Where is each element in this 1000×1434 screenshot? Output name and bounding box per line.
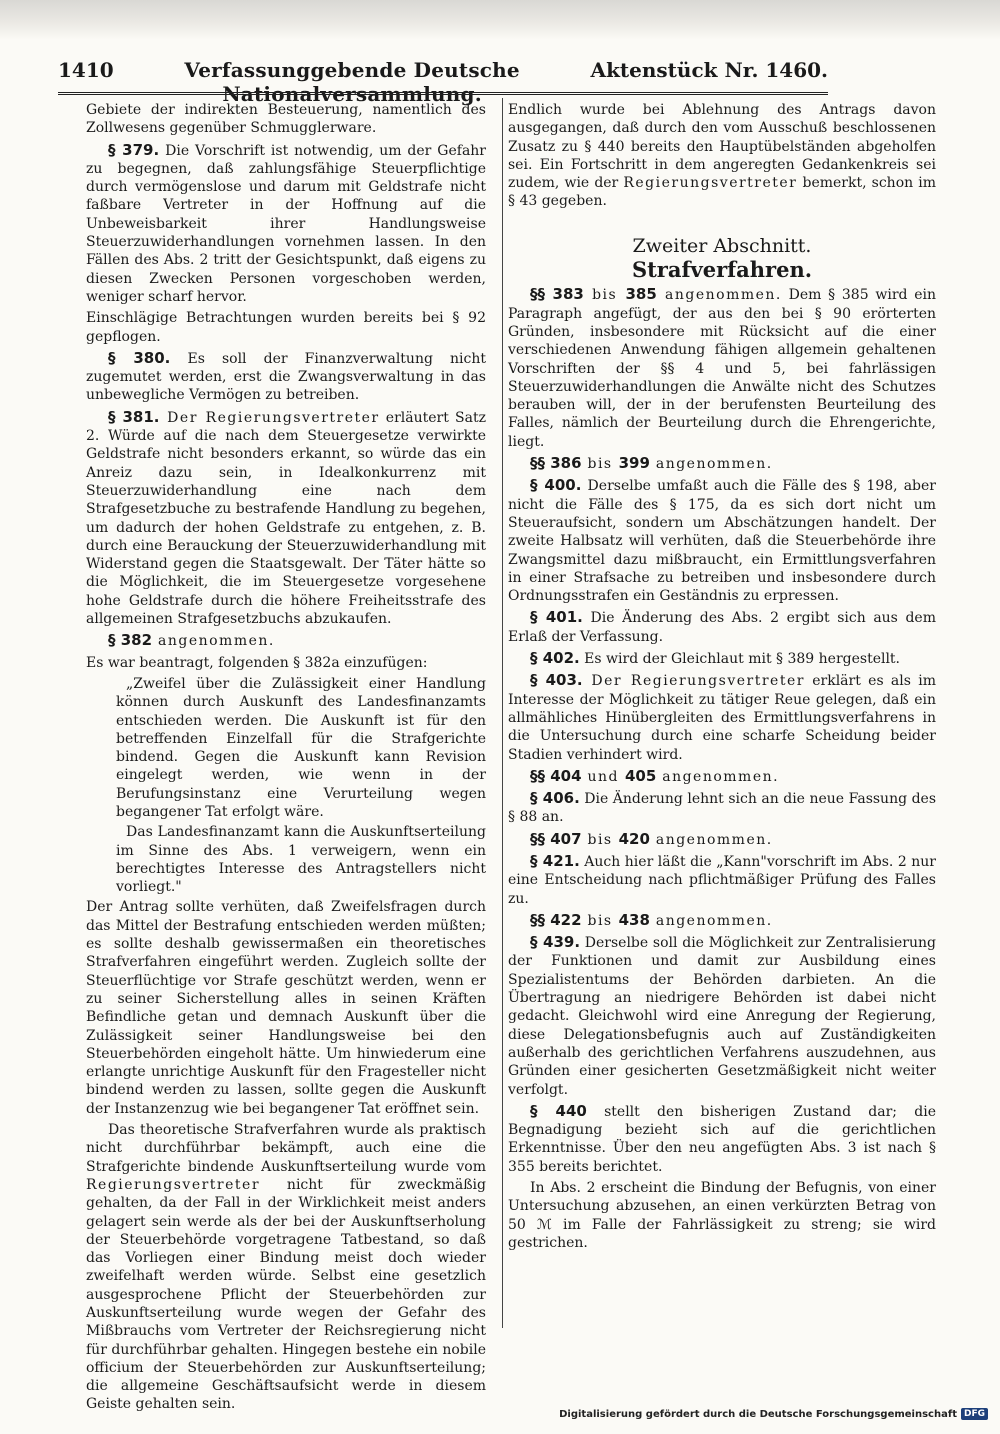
section-number: § 380. [108,348,171,367]
paragraph-section [508,454,936,473]
section-number: §§ 386 [530,454,582,473]
paragraph-section [86,408,486,629]
left-column [86,101,486,1417]
page-number: 1410 [58,58,114,82]
paragraph-section [508,789,936,827]
paragraph-section [508,830,936,849]
body-text: Es war beantragt, folgenden § 382a einzufügen: [86,654,428,671]
paragraph-section [508,933,936,1099]
spaced-text: bis [581,456,619,473]
paragraph [86,654,486,672]
paragraph-section [86,349,486,405]
document-reference: Aktenstück Nr. 1460. [590,58,828,82]
body-text: erläutert Satz 2. Würde auf die nach dem Steuergesetze verwirkte Geldstrafe nicht besonders erkannt, so würde das ein Anreiz dazu sein, in Idealkonkurrenz mit Steuerzuwiderhandlung eine nach dem Strafgesetzbuche zu bestrafende Handlung zu begehen, um dadurch der hohen Geldstrafe zu entgehen, z. B. durch eine Berauckung der Steuerzuwiderhandlung mit Widerstand gegen die Staatsgewalt. Der Täter hätte so die Möglichkeit, die im Steuergesetze vorgesehene hohe Geldstrafe durch die höhere Freiheitsstrafe des allgemeinen Strafgesetzbuchs abzukaufen. [86,409,486,628]
spaced-text: Der Regierungsvertreter [159,409,380,426]
quoted-paragraph [116,823,486,896]
section-number: § 381. [108,407,160,426]
section-number: § 440 [530,1101,587,1120]
paragraph-section [508,285,936,451]
body-text: Der Antrag sollte verhüten, daß Zweifelsfragen durch das Mittel der Bestrafung entschieden werden müßten; es sollte deshalb gewissermaßen ein theoretisches Strafverfahren eingeführt werden. Zugleich sollte der Steuerflüchtige vor Strafe geschützt werden, wenn er zu seiner Sicherstellung alles in seinen Kräften Befindliche getan und demnach Auskunft über die Zulässigkeit seiner Handlungsweise bei den Steuerbehörden eingeholt hätte. Um hinwiederum eine erlangte unrichtige Auskunft für den Fragesteller nicht bindend werden zu lassen, sollte gegen die Auskunft der Instanzenzug wie bei begangener Tat eröffnet sein. [86,899,486,1117]
spaced-text: angenommen. [656,768,780,785]
body-text: stellt den bisherigen Zustand dar; die Begnadigung bezieht sich auf die gerichtlichen Erkenntnisse. Über den neu angefügten Abs. 3 ist nach § 355 bereits berichtet. [508,1103,936,1175]
quoted-paragraph [116,675,486,821]
spaced-text: bis [581,831,619,848]
body-text: Das theoretische Strafverfahren wurde als praktisch nicht durchführbar bekämpft, auch eine die Strafgerichte bindende Auskunftserteilung wurde vom [86,1122,486,1175]
body-text: Derselbe soll die Möglichkeit zur Zentralisierung der Funktionen und damit zur Ausbildung eines Spezialistentums der Behörden darbieten. An die Übertragung an niedrigere Behörden ist dabei nicht gedacht. Gleichwohl wird eine Anregung der Regierung, diese Delegationsbefugnis auch auf Zuständigkeiten außerhalb des gerichtlichen Verfahrens auszudehnen, aus Gründen einer gesicherten Gesetzmäßigkeit nicht weiter verfolgt. [508,935,936,1098]
spaced-text: angenommen. [649,912,773,929]
section-number: § 401. [530,608,583,627]
section-number: § 402. [530,649,580,668]
spaced-text: angenommen. [649,831,773,848]
body-text: „Zweifel über die Zulässigkeit einer Handlung können durch Auskunft des Landesfinanzamts entschieden werden. Die Auskunft ist für den betreffenden Einzelfall für die Strafgerichte bindend. Gegen die Auskunft kann Revision eingelegt werden, wie wenn in der Berufungsinstanz eine Verurteilung wegen begangener Tat erfolgt wäre. [116,675,486,820]
section-number: § 421. [530,851,580,870]
spaced-text: Regierungsvertreter [86,1176,261,1193]
body-text: Auch hier läßt die „Kann"vorschrift im Abs. 2 nur eine Entscheidung nach pflichtmäßiger Prüfung des Falles zu. [508,853,936,907]
section-number: 405 [624,766,657,785]
section-number: §§ 422 [530,910,582,929]
paragraph-section [86,141,486,307]
paragraph [86,1121,486,1414]
spaced-text: Der Regierungsvertreter [582,673,805,690]
spaced-text: bis [581,912,619,929]
paragraph-section [508,649,936,668]
paragraph [86,101,486,138]
page-footer [559,1408,988,1420]
body-text: Die Vorschrift ist notwendig, um der Gefahr zu begegnen, daß zahlungsfähige Steuerpflichtige durch vermögenslose und darum mit Geldstrafe nicht faßbare Vertreter in der Hoffnung auf die Unbeweisbarkeit ihrer Handlungsweise Steuerzuwiderhandlungen vornehmen lassen. In den Fällen des Abs. 2 tritt der Gesichtspunkt, daß eigens zu diesen Zwecken Personen vorgeschoben werden, weniger scharf hervor. [86,142,486,305]
body-text: Das Landesfinanzamt kann die Auskunftserteilung im Sinne des Abs. 1 verweigern, wenn ein berechtigtes Interesse des Antragstellers nicht vorliegt." [116,824,486,896]
section-number: 399 [618,454,650,473]
dfg-logo: DFG [961,1408,988,1420]
paragraph-section [508,767,936,786]
right-column [508,101,936,1255]
section-number: §§ 404 [530,766,582,785]
paragraph-section [508,671,936,763]
spaced-text: bis [583,287,626,304]
spaced-text: angenommen. [649,456,773,473]
section-number: § 382 [108,631,153,650]
spaced-text: und [581,768,625,785]
section-number: 438 [618,910,650,929]
section-number: 420 [618,829,650,848]
body-text: Endlich wurde bei Ablehnung des Antrags davon ausgegangen, daß durch den vom Ausschuß beschlossenen Zusatz zu § 440 bereits den Hauptübelständen abgeholfen sei. Ein Fortschritt in dem angeregten Gedankenkreis sei zudem, wie der [508,102,936,192]
body-text: bemerkt, schon im § 43 gegeben. [508,175,936,210]
header-rule [58,92,828,95]
publication-title: Verfassunggebende Deutsche Nationalversammlung. [184,58,520,106]
paragraph [508,1179,936,1252]
section-title: Zweiter Abschnitt. [632,234,812,257]
section-number: § 406. [530,789,580,808]
section-number: §§ 407 [530,829,582,848]
body-text: Die Änderung des Abs. 2 ergibt sich aus dem Erlaß der Verfassung. [508,610,936,645]
paragraph-section [508,476,936,605]
section-number: 385 [625,285,657,304]
paragraph-section [86,631,486,650]
body-text: nicht für zweckmäßig gehalten, da der Fall in der Wirklichkeit meist anders gelagert sein werde als der bei der Auskunftserholung der Steuerbehörde vorgetragene Tatbestand, so daß das Vorliegen einer Bindung meist doch wieder zweifelhaft werden würde. Selbst eine gesetzlich ausgesprochene Pflicht der Steuerbehörden zur Auskunftserteilung wurde wegen der Gefahr des Mißbrauchs vom Vertreter der Reichsregierung nicht für durchführbar gehalten. Hingegen bestehe ein nobile officium der Steuerbehörden zur Auskunftserteilung; die allgemeine Geschäftsaufsicht werde in diesem Geiste gehalten sein. [86,1176,486,1413]
section-subtitle: Strafverfahren. [631,257,813,283]
paragraph-section [508,608,936,646]
section-number: § 439. [530,933,581,952]
body-text: In Abs. 2 erscheint die Bindung der Befugnis, von einer Untersuchung abzusehen, an einen verkürzten Betrag von 50 ℳ im Falle der Fahrlässigkeit zu streng; sie wird gestrichen. [508,1180,936,1251]
section-number: §§ 383 [530,285,584,304]
right-column-intro [508,101,936,211]
body-text: Derselbe umfaßt auch die Fälle des § 198, aber nicht die Fälle des § 175, da es sich dort nicht um Steueraufsicht, sondern um Abschätzungen handelt. Der zweite Halbsatz will verhüten, daß die Steuerbehörde ihre Zwangsmittel dazu mißbraucht, ein Ermittlungsverfahren in einer Strafsache zu betreiben und insbesondere durch Ordnungsstrafen ein Geständnis zu erpressen. [508,478,936,605]
spaced-text: angenommen. [152,633,275,650]
body-text: Einschlägige Betrachtungen wurden bereits bei § 92 gepflogen. [86,310,486,345]
footer-text: Digitalisierung gefördert durch die Deutsche Forschungsgemeinschaft [559,1408,957,1420]
body-text: Gebiete der indirekten Besteuerung, namentlich des Zollwesens gegenüber Schmugglerware. [86,102,486,137]
paragraph-section [508,852,936,908]
paragraph [86,309,486,346]
body-text: Es soll der Finanzverwaltung nicht zugemutet werden, erst die Zwangsverwaltung in das unbewegliche Vermögen zu betreiben. [86,350,486,404]
body-text: erklärt es als im Interesse der Möglichkeit zu tätiger Reue gelegen, daß ein allmähliches Hinübergleiten des Ermittlungsverfahrens in die Untersuchung durch eine scharfe Scheidung beider Stadien verhindert wird. [508,673,937,763]
section-number: § 403. [530,671,583,690]
page-header [58,58,828,106]
paragraph-section [508,911,936,930]
scan-edge [0,0,1000,40]
column-divider [502,98,503,1328]
paragraph-section [508,1102,936,1176]
section-number: § 379. [108,140,160,159]
paragraph [86,898,486,1118]
body-text: Die Änderung lehnt sich an die neue Fassung des § 88 an. [508,791,936,826]
spaced-text: angenommen. [656,287,782,304]
spaced-text: Regierungsvertreter [623,175,798,192]
body-text: Dem § 385 wird ein Paragraph angefügt, der aus den bei § 90 erörterten Gründen, insbesondere mit Rücksicht auf die einer verschiedenen Anwendung fähigen allgemein gehaltenen Vorschriften der §§ 4 und 5, bei fahrlässigen Steuerzuwiderhandlungen die Anwälte nicht des Schutzes berauben will, der in der berufensten Beurteilung des Falles, nämlich der Beurteilung durch die Ehrengerichte, liegt. [508,287,936,450]
right-column-body [508,285,936,1252]
body-text: Es wird der Gleichlaut mit § 389 hergestellt. [579,651,901,668]
paragraph [508,101,936,211]
section-number: § 400. [530,476,582,495]
